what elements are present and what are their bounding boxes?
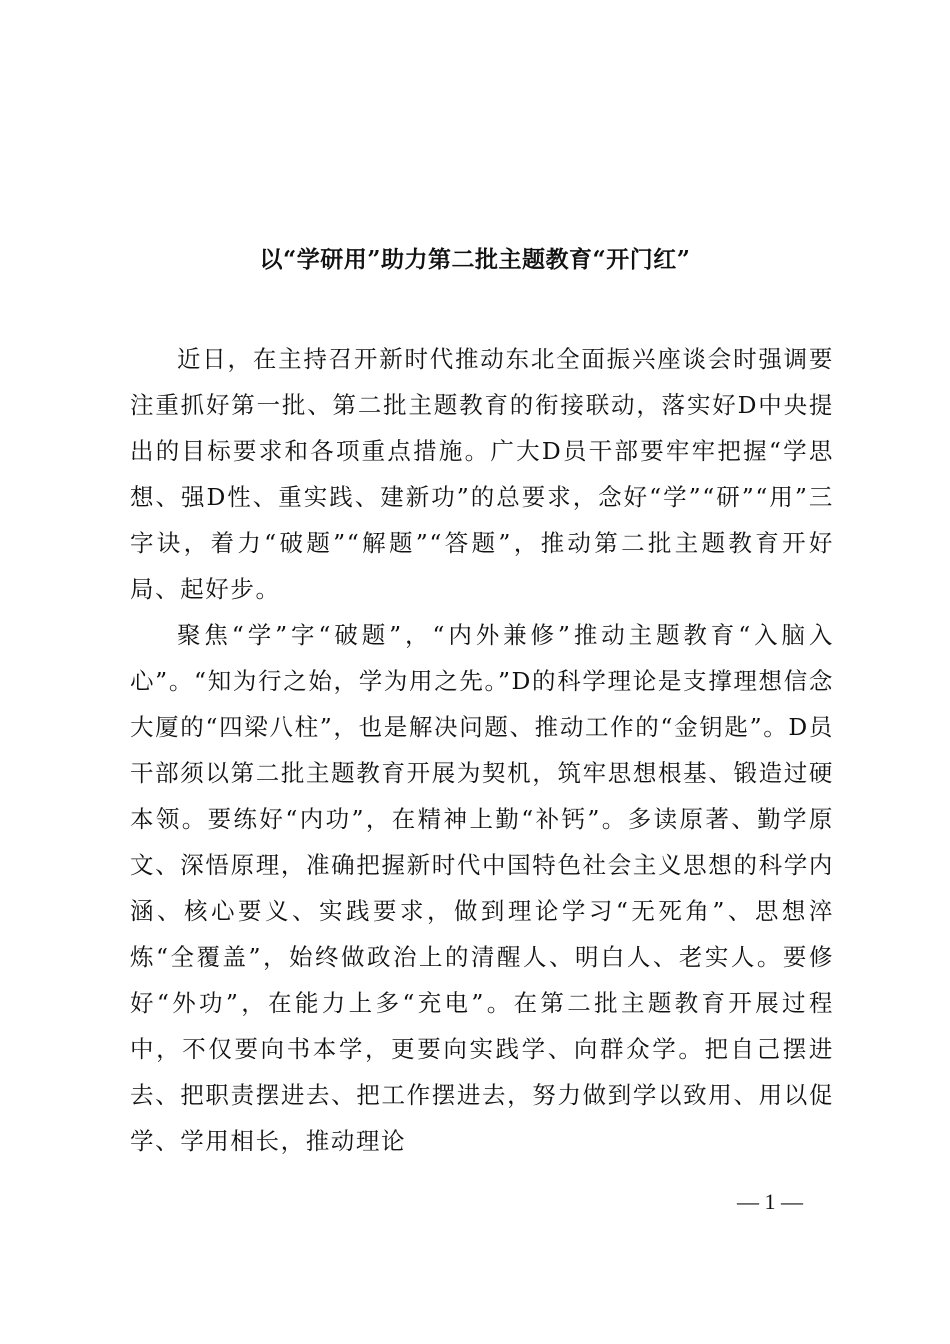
page-number: — 1 — bbox=[737, 1189, 803, 1214]
paragraph-study: 聚焦“学”字“破题”，“内外兼修”推动主题教育“入脑入心”。“知为行之始，学为用之先。”D的科学理论是支撑理想信念大厦的“四梁八柱”，也是解决问题、推动工作的“金钥匙”。D员干部须以第二批主题教育开展为契机，筑牢思想根基、锻造过硬本领。要练好“内功”，在精神上勤“补钙”。多读原著、勤学原文、深悟原理，准确把握新时代中国特色社会主义思想的科学内涵、核心要义、实践要求，做到理论学习“无死角”、思想淬炼“全覆盖”，始终做政治上的清醒人、明白人、老实人。要修好“外功”，在能力上多“充电”。在第二批主题教育开展过程中，不仅要向书本学，更要向实践学、向群众学。把自己摆进去、把职责摆进去、把工作摆进去，努力做到学以致用、用以促学、学用相长，推动理论 bbox=[130, 621, 834, 1155]
paragraph-intro: 近日，在主持召开新时代推动东北全面振兴座谈会时强调要注重抓好第一批、第二批主题教育的衔接联动，落实好D中央提出的目标要求和各项重点措施。广大D员干部要牢牢把握“学思想、强D性、重实践、建新功”的总要求，念好“学”“研”“用”三字诀，着力“破题”“解题”“答题”，推动第二批主题教育开好局、起好步。 bbox=[130, 345, 834, 603]
document-title: 以“学研用”助力第二批主题教育“开门红” bbox=[259, 246, 691, 273]
document-body bbox=[130, 336, 834, 1164]
